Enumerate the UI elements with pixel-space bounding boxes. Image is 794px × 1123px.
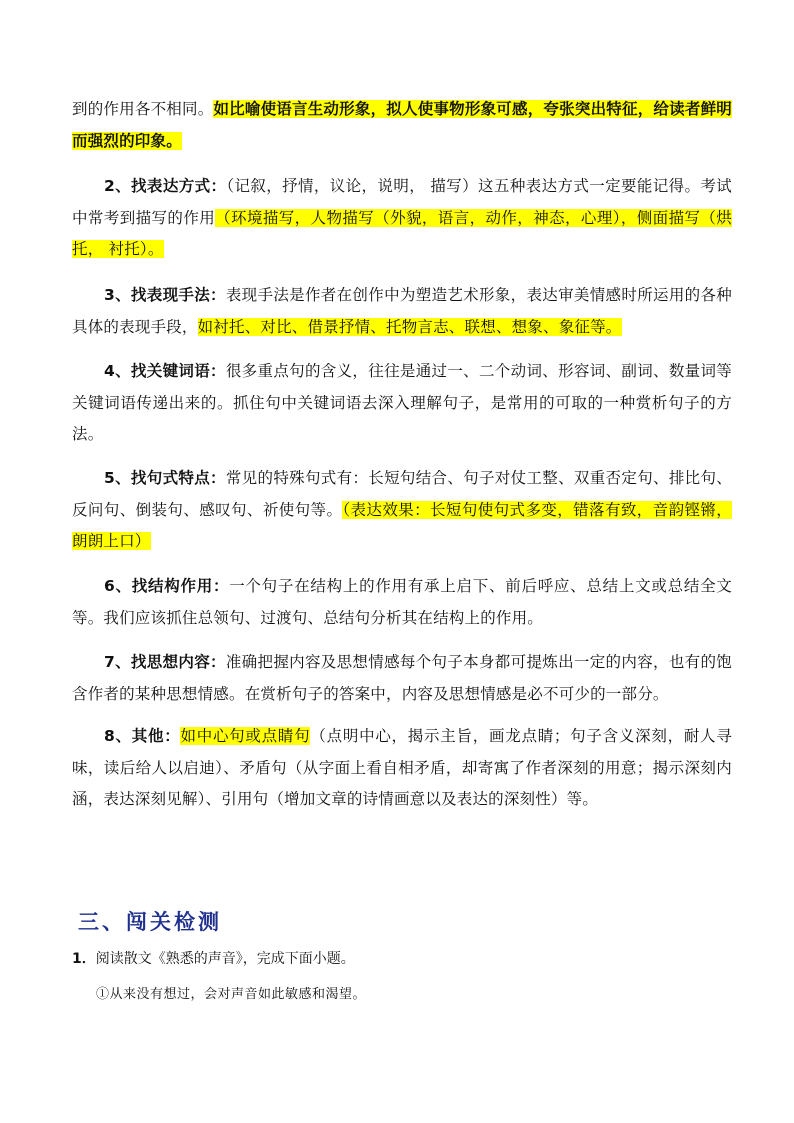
item-label-7: 7、找思想内容： <box>104 653 226 671</box>
item-end-2: 。 <box>147 240 164 258</box>
highlight-techniques: 如衬托、对比、借景抒情、托物言志、联想、想象、象征等。 <box>197 317 622 336</box>
item-text-5: 常见的特殊句式有：长短句结合、句子对仗工整、双重否定句、排比句、反问句、倒装句、感叹句、祈使句等。 <box>72 469 733 519</box>
item-label-4: 4、找关键词语： <box>104 362 226 380</box>
paragraph-structure <box>72 571 732 634</box>
item-label-8: 8、其他： <box>104 727 181 745</box>
section-heading: 三、闯关检测 <box>78 909 222 934</box>
item-label-6: 6、找结构作用： <box>104 577 230 595</box>
question-line <box>72 948 355 968</box>
item-label-5: 5、找句式特点： <box>104 469 226 487</box>
question-text: 阅读散文《熟悉的声音》，完成下面小题。 <box>95 951 355 967</box>
item-label-3: 3、找表现手法： <box>104 286 226 304</box>
intro-text: 到的作用各不相同。 <box>72 100 214 118</box>
paragraph-others <box>72 721 732 816</box>
highlight-central-sentence: 如中心句或点睛句 <box>180 727 311 745</box>
item-label-2: 2、找表达方式： <box>104 177 227 195</box>
item-text-4: 很多重点句的含义，往往是通过一、二个动词、形容词、副词、数量词等关键词语传递出来的。抓住句中关键词语去深入理解句子，是常用的可取的一种赏析句子的方法。 <box>72 362 733 443</box>
item-text-6: 一个句子在结构上的作用有承上启下、前后呼应、总结上文或总结全文等。我们应该抓住总领句、过渡句、总结句分析其在结构上的作用。 <box>72 577 732 627</box>
item-text-7: 准确把握内容及思想情感每个句子本身都可提炼出一定的内容，也有的饱含作者的某种思想情感。在赏析句子的答案中，内容及思想情感是必不可少的一部分。 <box>72 653 733 703</box>
paragraph-intro <box>72 94 732 157</box>
highlight-expression-effect: （表达效果：长短句使句式多变，错落有致，音韵铿锵，朗朗上口） <box>72 500 732 550</box>
paragraph-content <box>72 647 732 710</box>
highlight-rhetoric-effects: 如比喻使语言生动形象，拟人使事物形象可感，夸张突出特征，给读者鲜明而强烈的印象。 <box>72 100 732 150</box>
paragraph-expression-modes <box>72 171 732 266</box>
paragraph-sentence-patterns <box>72 463 732 558</box>
question-number: 1． <box>72 951 96 967</box>
item-text-8: （点明中心，揭示主旨，画龙点睛；句子含义深刻，耐人寻味，读后给人以启迪）、矛盾句（从字面上看自相矛盾，却寄寓了作者深刻的用意；揭示深刻内涵，表达深刻见解）、引用句（增加文章的诗情画意以及表达的深刻性）等。 <box>72 727 732 808</box>
paragraph-keywords <box>72 356 732 451</box>
item-text-2: （记叙，抒情，议论，说明， 描写）这五种表达方式一定要能记得。考试中常考到描写的作用 <box>72 177 733 227</box>
highlight-description-types: （环境描写，人物描写（外貌，语言，动作，神态，心理），侧面描写（烘托， 衬托） <box>72 208 732 258</box>
paragraph-techniques <box>72 280 732 343</box>
item-text-3: 表现手法是作者在创作中为塑造艺术形象，表达审美情感时所运用的各种具体的表现手段， <box>72 286 733 336</box>
passage-line: ①从来没有想过，会对声音如此敏感和渴望。 <box>96 987 367 1002</box>
